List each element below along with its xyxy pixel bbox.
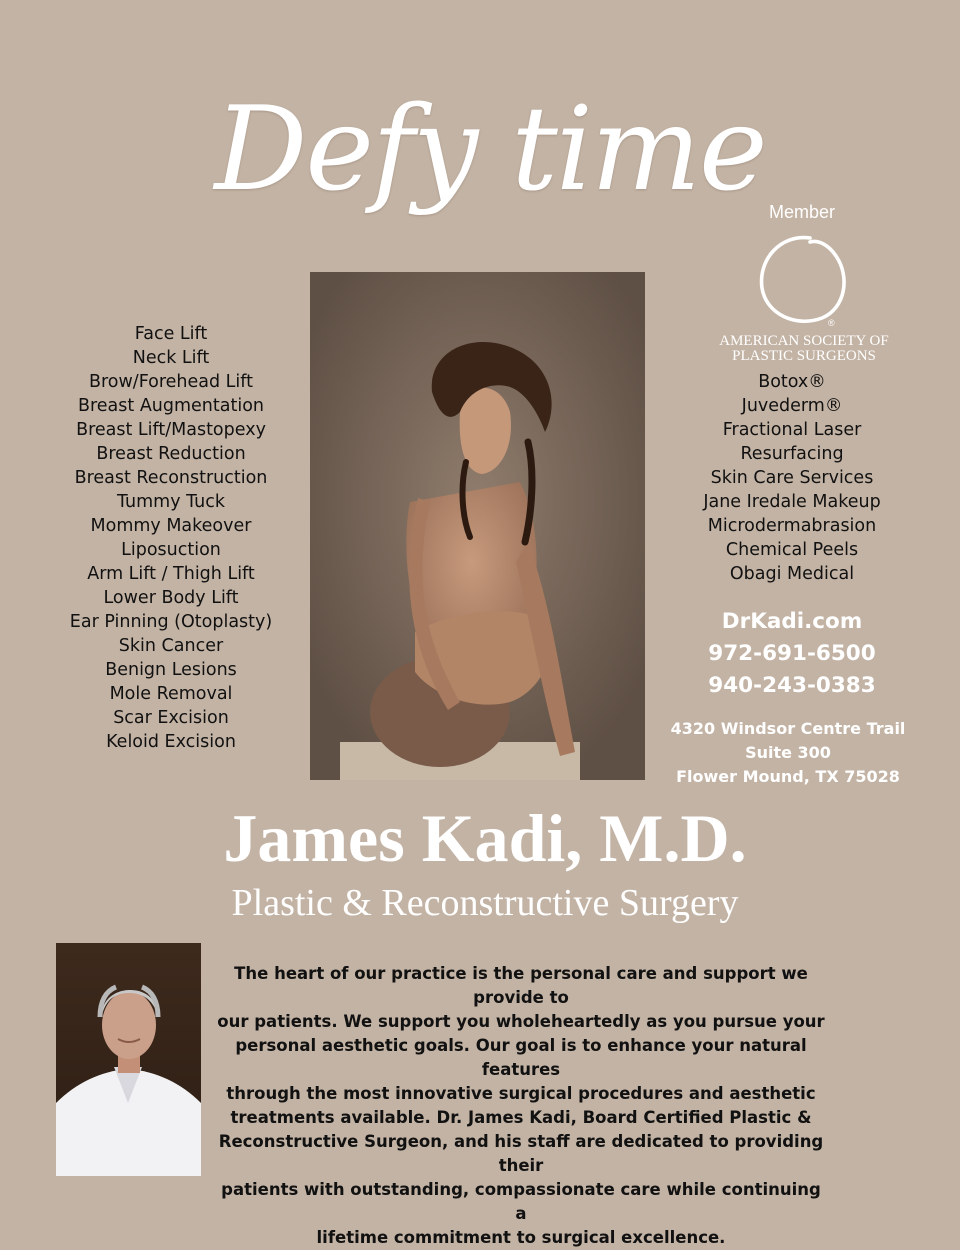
- list-item: Microdermabrasion: [707, 516, 877, 536]
- headline: Defy time: [214, 82, 766, 217]
- bio-line: treatments available. Dr. James Kadi, Board Certified Plastic &: [230, 1108, 812, 1127]
- phone-number-2[interactable]: 940-243-0383: [708, 673, 876, 698]
- address-block: [668, 717, 908, 789]
- website-link[interactable]: DrKadi.com: [721, 609, 863, 634]
- phone-number-1[interactable]: 972-691-6500: [708, 641, 876, 666]
- address-line-3: Flower Mound, TX 75028: [676, 767, 900, 786]
- list-item: Breast Reduction: [96, 444, 246, 464]
- list-item: Skin Cancer: [118, 636, 224, 656]
- model-photo-illustration: [310, 272, 645, 780]
- asps-org-name: [712, 334, 896, 364]
- list-item: Skin Care Services: [710, 468, 874, 488]
- address-line-1: 4320 Windsor Centre Trail: [670, 719, 906, 738]
- list-item: Tummy Tuck: [116, 492, 226, 512]
- list-item: Breast Lift/Mastopexy: [76, 420, 266, 440]
- list-item: Benign Lesions: [105, 660, 237, 680]
- practice-bio: [216, 962, 826, 1250]
- asps-org-line-2: PLASTIC SURGEONS: [732, 348, 876, 364]
- address-line-2: Suite 300: [745, 743, 831, 762]
- list-item: Resurfacing: [740, 444, 844, 464]
- list-item: Ear Pinning (Otoplasty): [69, 612, 273, 632]
- list-item: Liposuction: [121, 540, 221, 560]
- bio-line: personal aesthetic goals. Our goal is to enhance your natural features: [235, 1036, 807, 1079]
- list-item: Chemical Peels: [725, 540, 859, 560]
- contact-block: [680, 606, 904, 702]
- aesthetic-services-list: [690, 370, 894, 586]
- bio-line: lifetime commitment to surgical excellence.: [316, 1228, 726, 1247]
- asps-registered-mark: ®: [828, 318, 835, 328]
- list-item: Mommy Makeover: [90, 516, 252, 536]
- doctor-portrait: [56, 943, 201, 1176]
- bio-line: our patients. We support you wholeheartedly as you pursue your: [217, 1012, 825, 1031]
- doctor-name: James Kadi, M.D.: [223, 800, 747, 876]
- bio-line: through the most innovative surgical procedures and aesthetic: [226, 1084, 816, 1103]
- bio-line: Reconstructive Surgeon, and his staff are dedicated to providing their: [218, 1132, 824, 1175]
- model-photo: [310, 272, 645, 780]
- list-item: Face Lift: [134, 324, 208, 344]
- doctor-portrait-illustration: [56, 943, 201, 1176]
- list-item: Obagi Medical: [729, 564, 855, 584]
- list-item: Arm Lift / Thigh Lift: [87, 564, 255, 584]
- bio-line: The heart of our practice is the personal care and support we provide to: [234, 964, 808, 1007]
- member-label: Member: [768, 202, 835, 222]
- list-item: Breast Reconstruction: [74, 468, 268, 488]
- list-item: Mole Removal: [109, 684, 233, 704]
- list-item: Botox®: [758, 372, 826, 392]
- list-item: Fractional Laser: [722, 420, 862, 440]
- asps-org-line-1: AMERICAN SOCIETY OF: [719, 333, 889, 349]
- list-item: Lower Body Lift: [103, 588, 239, 608]
- list-item: Juvederm®: [741, 396, 843, 416]
- bio-line: patients with outstanding, compassionate care while continuing a: [221, 1180, 821, 1223]
- doctor-specialty: Plastic & Reconstructive Surgery: [231, 882, 739, 924]
- list-item: Neck Lift: [132, 348, 210, 368]
- list-item: Keloid Excision: [106, 732, 236, 752]
- list-item: Breast Augmentation: [77, 396, 265, 416]
- list-item: Brow/Forehead Lift: [88, 372, 254, 392]
- list-item: Scar Excision: [113, 708, 229, 728]
- list-item: Jane Iredale Makeup: [703, 492, 881, 512]
- surgical-procedures-list: [66, 322, 276, 754]
- asps-ring-logo: [752, 230, 852, 330]
